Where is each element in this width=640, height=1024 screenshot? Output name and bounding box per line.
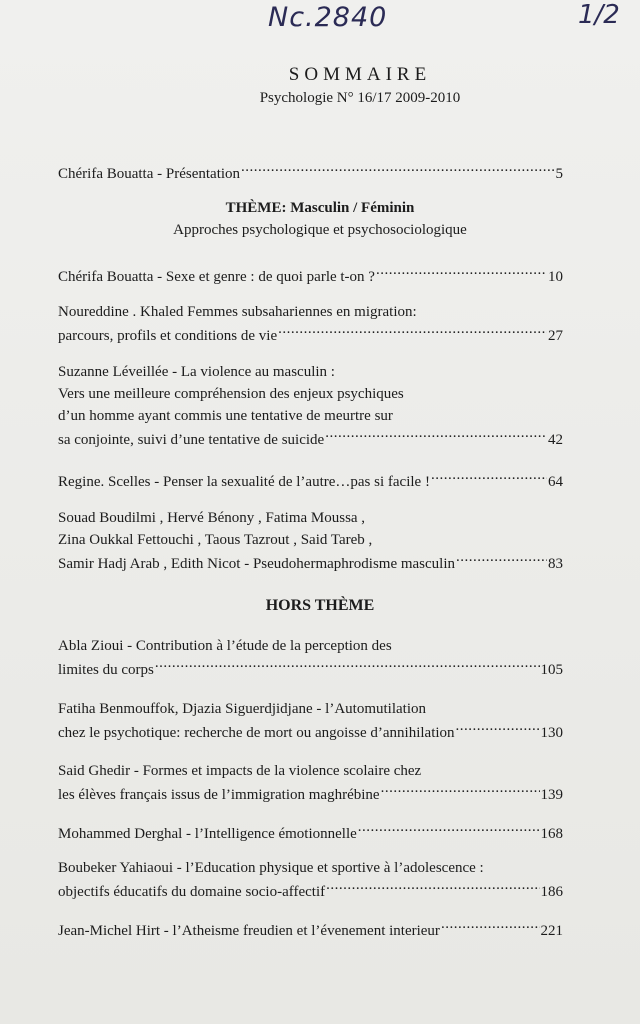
toc-entry [58,635,563,681]
toc-entry-line: Abla Zioui - Contribution à l’étude de la perception des [58,638,392,654]
page-number: 221 [540,922,563,939]
toc-entry [58,698,563,744]
dot-leader [155,657,540,674]
dot-leader [325,427,547,444]
page-number: 168 [540,825,563,842]
page-number: 5 [555,165,563,182]
dot-leader [456,551,547,568]
toc-entry [58,264,563,288]
hors-theme-heading: HORS THÈME [265,597,375,614]
handwritten-page-mark: 1/2 [578,0,620,30]
dot-leader [376,264,547,281]
toc-entry-text: Jean-Michel Hirt - l’Atheisme freudien et l’évenement interieur [58,922,440,939]
toc-entry-line: Said Ghedir - Formes et impacts de la violence scolaire chez [58,763,422,779]
page-number: 130 [540,724,563,741]
journal-issue: Psychologie N° 16/17 2009-2010 [259,90,461,106]
toc-entry [58,918,563,942]
toc-entry-text: Samir Hadj Arab , Edith Nicot - Pseudohermaphrodisme masculin [58,555,456,572]
toc-entry-text: sa conjointe, suivi d’une tentative de suicide [58,431,325,448]
page-number: 105 [540,661,563,678]
page-number: 139 [540,786,563,803]
toc-entry [58,469,563,493]
theme-heading: THÈME: Masculin / Féminin [225,200,415,216]
theme-subheading: Approches psychologique et psychosociologique [173,222,467,238]
toc-entry-text: Regine. Scelles - Penser la sexualité de l’autre…pas si facile ! [58,473,430,490]
dot-leader [358,821,540,838]
toc-entry-text: parcours, profils et conditions de vie [58,327,278,344]
dot-leader [241,161,554,178]
page-number: 83 [548,555,563,572]
toc-entry-text: les élèves français issus de l’immigration maghrébine [58,786,380,803]
toc-entry [58,507,563,575]
toc-entry-line: Suzanne Léveillée - La violence au masculin : [58,364,335,380]
handwritten-reference: Nc.2840 [268,2,388,33]
page-title: SOMMAIRE [288,64,432,85]
page-number: 64 [548,473,563,490]
toc-entry-text: limites du corps [58,661,154,678]
toc-entry-text: Chérifa Bouatta - Sexe et genre : de quoi parle t-on ? [58,268,375,285]
toc-entry-text: chez le psychotique: recherche de mort ou angoisse d’annihilation [58,724,455,741]
toc-entry [58,361,563,451]
toc-entry-line: Fatiha Benmouffok, Djazia Siguerdjidjane - l’Automutilation [58,701,426,717]
toc-entry-text: Chérifa Bouatta - Présentation [58,165,241,182]
dot-leader [431,469,547,486]
toc-entry-line: Zina Oukkal Fettouchi , Taous Tazrout , Said Tareb , [58,532,373,548]
toc-entry [58,857,563,903]
dot-leader [381,782,540,799]
page-number: 10 [548,268,563,285]
page-number: 42 [548,431,563,448]
toc-entry [58,760,563,806]
page-number: 186 [540,883,563,900]
toc-entry-line: Boubeker Yahiaoui - l’Education physique et sportive à l’adolescence : [58,860,484,876]
dot-leader [456,720,540,737]
toc-entry-text: Mohammed Derghal - l’Intelligence émotionnelle [58,825,357,842]
toc-entry-line: Vers une meilleure compréhension des enjeux psychiques [58,386,404,402]
toc-entry-text: objectifs éducatifs du domaine socio-affectif [58,883,326,900]
toc-entry-presentation [58,161,563,185]
toc-entry-line: d’un homme ayant commis une tentative de meurtre sur [58,408,393,424]
toc-entry-line: Noureddine . Khaled Femmes subsahariennes en migration: [58,304,417,320]
toc-entry [58,821,563,845]
dot-leader [441,918,540,935]
toc-entry-line: Souad Boudilmi , Hervé Bénony , Fatima Moussa , [58,510,366,526]
toc-entry [58,301,563,347]
dot-leader [326,879,539,896]
dot-leader [278,323,547,340]
page-number: 27 [548,327,563,344]
